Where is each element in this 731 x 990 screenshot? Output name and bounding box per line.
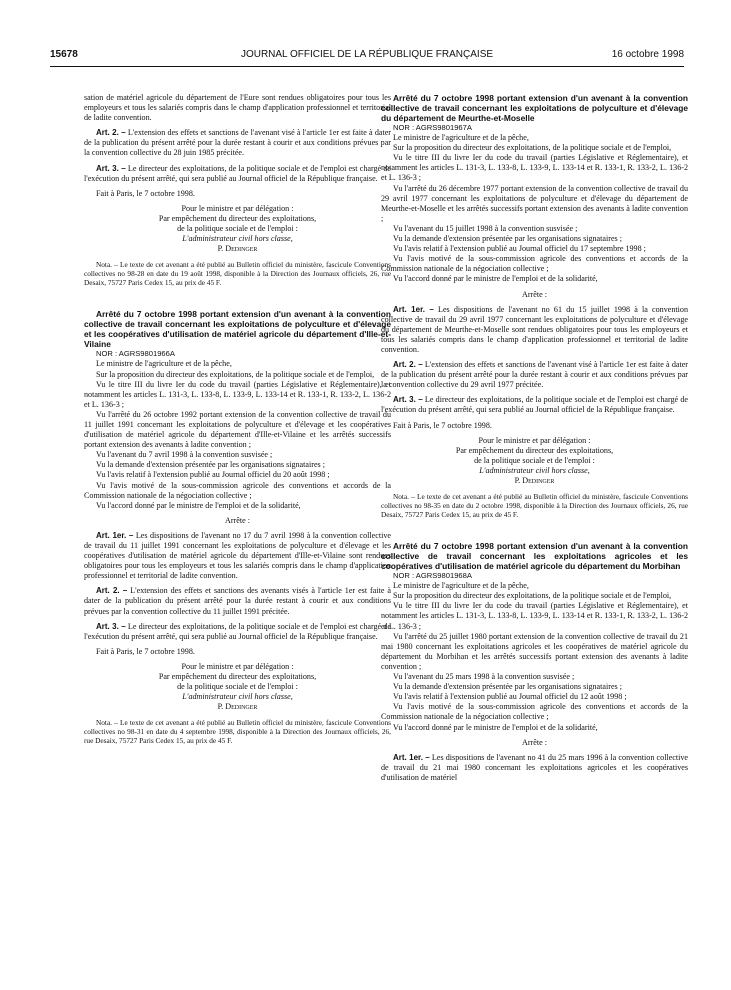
- paragraph: Le ministre de l'agriculture et de la pêche,: [393, 581, 529, 591]
- article-3: [84, 164, 391, 184]
- article-label: Art. 1er. –: [393, 752, 430, 762]
- paragraph: Sur la proposition du directeur des exploitations, de la politique sociale et de l'emploi,: [393, 591, 672, 601]
- signature-line: de la politique sociale et de l'emploi :: [177, 224, 298, 234]
- signatory-name: P. Dedinger: [217, 702, 258, 712]
- paragraph: Vu le titre III du livre Ier du code du travail (parties Législative et Réglementaire), et notamment les articles L. 131-3, L. 133-8, L. 133-9, L. 133-14 et R. 133-1, R. 133-2, L. 136-2 et L. 136-3 ;: [381, 601, 688, 631]
- paragraph: Vu l'accord donné par le ministre de l'emploi et de la solidarité,: [393, 274, 598, 284]
- signature-line: Par empêchement du directeur des exploitations,: [158, 213, 317, 223]
- article-1: [381, 305, 688, 355]
- paragraph: Vu la demande d'extension présentée par les organisations signataires ;: [393, 234, 622, 244]
- signature-line: de la politique sociale et de l'emploi :: [474, 455, 595, 465]
- arrete-heading: Arrête :: [225, 515, 250, 525]
- signature-title: L'administrateur civil hors classe,: [182, 234, 293, 244]
- header-rule: [50, 66, 684, 67]
- article-label: Art. 3. –: [96, 163, 126, 173]
- article-text: Les dispositions de l'avenant no 17 du 7 avril 1998 à la convention collective de travail du 11 juillet 1991 concernant les exploitations de polyculture et d'élevage et les coopératives d'utilisation de matériel agricole du département d'Ille-et-Vilaine sont rendues obligatoires pour tous les employeurs et tous les salariés compris dans le champ d'application professionnel et territorial de ladite convention.: [84, 530, 391, 581]
- fait-a-paris: Fait à Paris, le 7 octobre 1998.: [96, 646, 195, 656]
- fait-a-paris: Fait à Paris, le 7 octobre 1998.: [393, 420, 492, 430]
- paragraph: sation de matériel agricole du département de l'Eure sont rendues obligatoires pour tous les employeurs et tous les salariés compris dans le champ d'application professionnel et territorial de ladite convention.: [84, 93, 391, 123]
- paragraph: Vu l'avenant du 7 avril 1998 à la convention susvisée ;: [96, 450, 273, 460]
- paragraph: Sur la proposition du directeur des exploitations, de la politique sociale et de l'emploi,: [96, 369, 375, 379]
- article-label: Art. 2. –: [96, 586, 128, 596]
- article-3: [84, 622, 391, 642]
- signature-line: de la politique sociale et de l'emploi :: [177, 682, 298, 692]
- arrete-heading: Arrête :: [522, 737, 547, 747]
- article-text: L'extension des effets et sanctions de l'avenant visé à l'article 1er est faite à dater de la publication du présent arrêté pour la durée restant à courir et aux conditions prévues par la convention collective du 28 juin 1985 précitée.: [84, 128, 391, 158]
- paragraph: Vu l'accord donné par le ministre de l'emploi et de la solidarité,: [96, 500, 301, 510]
- nota: Nota. – Le texte de cet avenant a été publié au Bulletin officiel du ministère, fascicule Conventions collectives no 98-31 en date du 4 septembre 1998, disponible à la Direction des Journaux officiels, 26, rue Desaix, 75727 Paris Cedex 15, au prix de 45 F.: [84, 718, 391, 746]
- signature-title: L'administrateur civil hors classe,: [182, 692, 293, 702]
- decree-title: Arrêté du 7 octobre 1998 portant extension d'un avenant à la convention collective de travail concernant les exploitations agricoles et les coopératives d'utilisation de matériel agricole du département du Morbihan: [381, 541, 688, 572]
- signatory-name: P. Dedinger: [514, 476, 555, 485]
- paragraph: Vu l'arrêté du 26 octobre 1992 portant extension de la convention collective de travail du 11 juillet 1991 concernant les exploitations de polyculture et d'élevage et les coopératives d'utilisation de matériel agricole du département d'Ille-et-Vilaine et les arrêtés successifs portant extension des avenants à ladite convention ;: [84, 409, 391, 450]
- nor-reference: NOR : AGRS9801967A: [393, 123, 472, 132]
- nota: Nota. – Le texte de cet avenant a été publié au Bulletin officiel du ministère, fascicule Conventions collectives no 98-35 en date du 2 octobre 1998, disponible à la Direction des Journaux officiels, 26, rue Desaix, 75727 Paris Cedex 15, au prix de 45 F.: [381, 492, 688, 520]
- article-text: L'extension des effets et sanctions des avenants visés à l'article 1er est faite à dater de la publication du présent arrêté pour la durée restant à courir et aux conditions prévues par la convention collective du 11 juillet 1991 précitée.: [84, 586, 392, 616]
- nor-reference: NOR : AGRS9801968A: [393, 571, 472, 581]
- article-text: Le directeur des exploitations, de la politique sociale et de l'emploi est chargé de l'exécution du présent arrêté, qui sera publié au Journal officiel de la République française.: [381, 395, 688, 415]
- paragraph: Vu l'accord donné par le ministre de l'emploi et de la solidarité,: [393, 722, 598, 732]
- signature-line: Par empêchement du directeur des exploitations,: [455, 445, 614, 455]
- paragraph: Vu l'avis motivé de la sous-commission agricole des conventions et accords de la Commission nationale de la négociation collective ;: [381, 702, 688, 722]
- arrete-heading: Arrête :: [522, 289, 547, 299]
- article-1: [84, 531, 391, 581]
- article-text: L'extension des effets et sanctions de l'avenant visé à l'article 1er est faite à dater de la publication du présent arrêté pour la durée restant à courir et aux conditions prévues par la convention collective du 29 avril 1977 précitée.: [381, 360, 688, 390]
- journal-title: JOURNAL OFFICIEL DE LA RÉPUBLIQUE FRANÇAISE: [240, 49, 494, 60]
- paragraph: Vu l'avis relatif à l'extension publié au Journal officiel du 12 août 1998 ;: [393, 692, 627, 702]
- paragraph: Vu la demande d'extension présentée par les organisations signataires ;: [96, 460, 325, 470]
- issue-date: 16 octobre 1998: [611, 49, 684, 60]
- signature-line: Par empêchement du directeur des exploitations,: [158, 672, 317, 682]
- paragraph: Vu la demande d'extension présentée par les organisations signataires ;: [393, 682, 622, 692]
- paragraph: Vu le titre III du livre Ier du code du travail (parties Législative et Réglementaire), et notamment les articles L. 131-3, L. 133-8, L. 133-9, L. 133-14 et R. 133-1, R. 133-2, L. 136-2 et L. 136-3 ;: [381, 153, 688, 183]
- article-label: Art. 1er. –: [393, 304, 434, 314]
- paragraph: Vu l'avenant du 15 juillet 1998 à la convention susvisée ;: [393, 223, 578, 233]
- signature-line: Pour le ministre et par délégation :: [478, 435, 591, 445]
- page-header: [50, 49, 684, 63]
- signature-line: Pour le ministre et par délégation :: [181, 203, 294, 213]
- paragraph: Vu l'avis relatif à l'extension publié au Journal officiel du 20 août 1998 ;: [96, 470, 330, 480]
- article-text: Le directeur des exploitations, de la politique sociale et de l'emploi est chargé de l'exécution du présent arrêté, qui sera publié au Journal officiel de la République française.: [84, 621, 391, 641]
- article-label: Art. 1er. –: [96, 530, 134, 540]
- paragraph: Vu le titre III du livre Ier du code du travail (parties Législative et Réglementaire), et notamment les articles L. 131-3, L. 133-8, L. 133-9, L. 133-14 et R. 133-1, R. 133-2, L. 136-2 et L. 136-3 ;: [84, 379, 391, 409]
- article-text: Les dispositions de l'avenant no 41 du 25 mars 1996 à la convention collective de travail du 21 mai 1980 concernant les exploitations agricoles et les coopératives d'utilisation de matériel: [381, 752, 689, 782]
- signature-title: L'administrateur civil hors classe,: [479, 465, 590, 475]
- article-text: Le directeur des exploitations, de la politique sociale et de l'emploi est chargé de l'exécution du présent arrêté, qui sera publié au Journal officiel de la République française.: [84, 163, 391, 183]
- article-label: Art. 3. –: [96, 621, 126, 631]
- fait-a-paris: Fait à Paris, le 7 octobre 1998.: [96, 188, 195, 198]
- page-number: 15678: [50, 49, 78, 60]
- signature-line: Pour le ministre et par délégation :: [181, 661, 294, 671]
- article-text: Les dispositions de l'avenant no 61 du 15 juillet 1998 à la convention collective de travail du 29 avril 1977 concernant les exploitations de polyculture et d'élevage du département de Meurthe-et-Moselle sont rendues obligatoires pour tous les employeurs et tous les salariés compris dans le champ d'application professionnel et territorial de ladite convention.: [381, 304, 689, 354]
- paragraph: Vu l'avis motivé de la sous-commission agricole des conventions et accords de la Commission nationale de la négociation collective ;: [381, 254, 688, 274]
- paragraph: Sur la proposition du directeur des exploitations, de la politique sociale et de l'emploi,: [393, 143, 672, 153]
- article-1: [381, 753, 688, 783]
- paragraph: Le ministre de l'agriculture et de la pêche,: [393, 133, 529, 143]
- left-column: [84, 93, 391, 745]
- article-2: [84, 586, 391, 616]
- paragraph: Vu l'avis relatif à l'extension publié au Journal officiel du 17 septembre 1998 ;: [393, 244, 646, 254]
- article-3: [381, 395, 688, 415]
- right-column: [381, 93, 688, 783]
- nor-reference: NOR : AGRS9801966A: [96, 349, 175, 359]
- paragraph: Le ministre de l'agriculture et de la pêche,: [96, 359, 232, 369]
- signatory-name: P. Dedinger: [217, 244, 258, 254]
- paragraph: Vu l'avis motivé de la sous-commission agricole des conventions et accords de la Commission nationale de la négociation collective ;: [84, 480, 391, 500]
- paragraph: Vu l'arrêté du 26 décembre 1977 portant extension de la convention collective de travail du 29 avril 1977 concernant les exploitations de polyculture et d'élevage du département de Meurthe-et-Moselle et les arrêtés successifs portant extension des avenants à ladite convention ;: [381, 183, 688, 223]
- nota: Nota. – Le texte de cet avenant a été publié au Bulletin officiel du ministère, fascicule Conventions collectives no 98-28 en date du 19 août 1998, disponible à la Direction des Journaux officiels, 26, rue Desaix, 75727 Paris Cedex 15, au prix de 45 F.: [84, 260, 391, 288]
- article-2: [84, 128, 391, 158]
- paragraph: Vu l'avenant du 25 mars 1998 à la convention susvisée ;: [393, 672, 575, 682]
- decree-title: Arrêté du 7 octobre 1998 portant extension d'un avenant à la convention collective de travail concernant les exploitations de polyculture et d'élevage et les coopératives d'utilisation de matériel agricole du département d'Ille-et-Vilaine: [84, 309, 391, 350]
- article-label: Art. 2. –: [393, 360, 423, 370]
- article-label: Art. 2. –: [96, 128, 126, 138]
- article-label: Art. 3. –: [393, 395, 423, 405]
- decree-title: Arrêté du 7 octobre 1998 portant extension d'un avenant à la convention collective de travail concernant les exploitations de polyculture et d'élevage du département de Meurthe-et-Moselle: [381, 93, 688, 123]
- paragraph: Vu l'arrêté du 25 juillet 1980 portant extension de la convention collective de travail du 21 mai 1980 concernant les exploitations agricoles et les coopératives de matériel agricole du département du Morbihan et les arrêtés successifs portant extension des avenants à ladite convention ;: [381, 631, 688, 671]
- article-2: [381, 360, 688, 390]
